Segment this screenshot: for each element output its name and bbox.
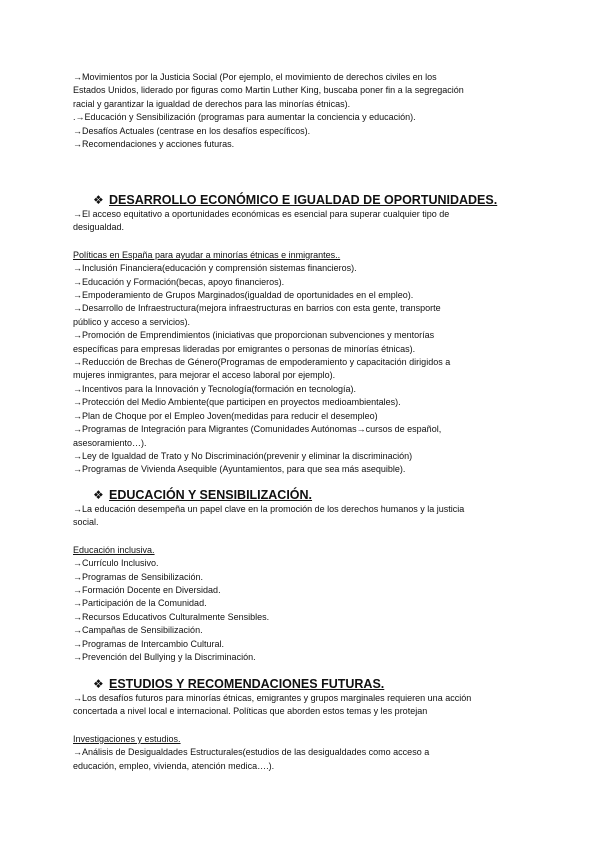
section3-intro-line: concertada a nivel local e internacional. Políticas que aborden estos temas y les protejan [73,706,428,717]
section-heading-economic: ❖ DESARROLLO ECONÓMICO E IGUALDAD DE OPORTUNIDADES. [93,193,498,207]
intro-block [73,71,522,151]
list-item: →Promoción de Emprendimientos (iniciativas que proporcionan subvenciones y mentorías [73,330,435,341]
diamond-bullet-icon: ❖ [93,488,104,502]
list-item: →Programas de Sensibilización. [73,571,204,582]
list-item: →Programas de Intercambio Cultural. [73,638,225,649]
section1-intro-line: →El acceso equitativo a oportunidades económicas es esencial para superar cualquier tipo de [73,209,450,219]
list-item: específicas para empresas lideradas por emigrantes o personas de minorías étnicas). [73,343,416,354]
list-item: →Empoderamiento de Grupos Marginados(igualdad de oportunidades en el empleo). [73,290,414,301]
list-item: →Currículo Inclusivo. [73,558,159,569]
section3-body [73,692,522,773]
diamond-bullet-icon: ❖ [93,193,104,207]
list-item: →Plan de Choque por el Empleo Joven(medidas para reducir el desempleo) [73,410,378,421]
list-item: →Incentivos para la Innovación y Tecnología(formación en tecnología). [73,383,356,394]
section2-intro-line: social. [73,517,99,528]
diamond-bullet-icon: ❖ [93,677,104,691]
intro-line: →Movimientos por la Justicia Social (Por ejemplo, el movimiento de derechos civiles en los [73,72,437,82]
list-item: público y acceso a servicios). [73,316,191,327]
list-item: →Inclusión Financiera(educación y comprensión sistemas financieros). [73,263,357,274]
section3-intro-line: →Los desafíos futuros para minorías étnicas, emigrantes y grupos marginales requieren una acción [73,693,472,703]
list-item: →Desarrollo de Infraestructura(mejora infraestructuras en barrios con esta gente, transporte [73,303,441,314]
list-item: asesoramiento…). [73,437,147,448]
intro-line: Estados Unidos, liderado por figuras como Martin Luther King, buscaba poner fin a la segregación [73,85,464,96]
intro-line: racial y garantizar la igualdad de derechos para las minorías étnicas). [73,98,351,109]
section3-subheading: Investigaciones y estudios. [73,733,181,744]
section2-intro-line: →La educación desempeña un papel clave en la promoción de los derechos humanos y la justicia [73,504,465,514]
list-item: →Ley de Igualdad de Trato y No Discriminación(prevenir y eliminar la discriminación) [73,450,413,461]
list-item: →Programas de Vivienda Asequible (Ayuntamientos, para que sea más asequible). [73,464,406,475]
list-item: →Prevención del Bullying y la Discriminación. [73,652,256,663]
list-item: mujeres inmigrantes, para mejorar el acceso laboral por ejemplo). [73,370,336,381]
section1-subheading: Políticas en España para ayudar a minorías étnicas e inmigrantes.. [73,249,341,260]
intro-line: →Desafíos Actuales (centrase en los desafíos específicos). [73,125,311,136]
section2-body [73,503,522,664]
list-item: educación, empleo, vivienda, atención medica….). [73,760,275,771]
list-item: →Campañas de Sensibilización. [73,625,203,636]
list-item: →Educación y Formación(becas, apoyo financieros). [73,276,285,287]
section1-body [73,208,522,477]
list-item: →Análisis de Desigualdades Estructurales(estudios de las desigualdades como acceso a [73,747,430,758]
intro-line: .→Educación y Sensibilización (programas para aumentar la conciencia y educación). [73,112,416,123]
list-item: →Programas de Integración para Migrantes (Comunidades Autónomas→cursos de español, [73,424,442,435]
list-item: →Reducción de Brechas de Género(Programas de empoderamiento y capacitación dirigidos a [73,357,451,368]
list-item: →Participación de la Comunidad. [73,598,207,609]
section-heading-education: ❖ EDUCACIÓN Y SENSIBILIZACIÓN. [93,488,313,502]
section1-intro-line: desigualdad. [73,222,125,233]
list-item: →Recursos Educativos Culturalmente Sensibles. [73,611,270,622]
section2-subheading: Educación inclusiva. [73,544,155,555]
section-heading-studies: ❖ ESTUDIOS Y RECOMENDACIONES FUTURAS. [93,677,385,691]
intro-line: →Recomendaciones y acciones futuras. [73,139,235,150]
list-item: →Formación Docente en Diversidad. [73,585,221,596]
list-item: →Protección del Medio Ambiente(que participen en proyectos medioambientales). [73,397,401,408]
